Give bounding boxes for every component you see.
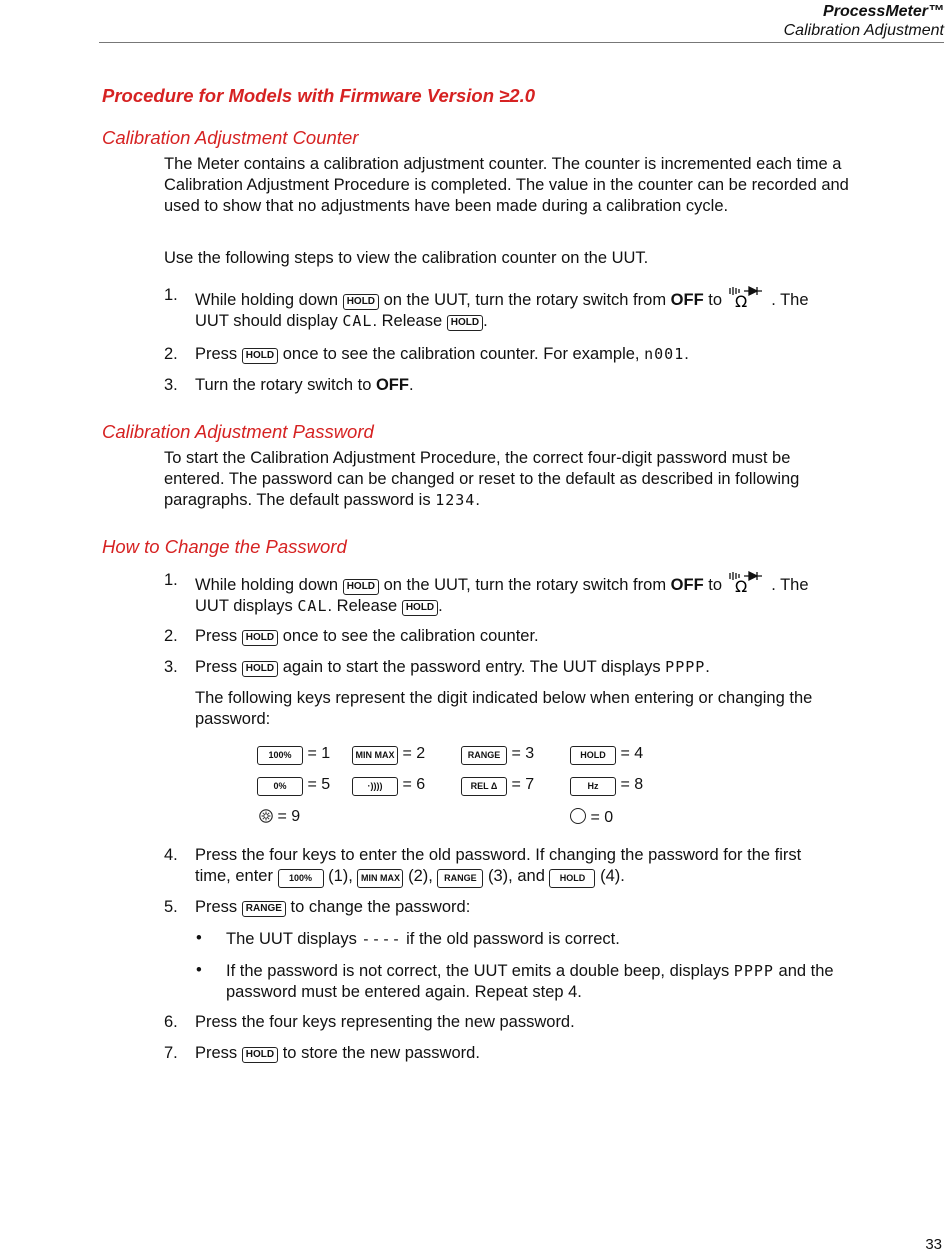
- counter-paragraph: The Meter contains a calibration adjustment counter. The counter is incremented each time a Calibration Adjustment Procedure is completed. The value in the counter can be recorded and used to show that no adjustments have been made during a calibration cycle.: [164, 155, 849, 215]
- key-map-beeper: ·)))) = 6: [352, 776, 425, 796]
- dash-display: ----: [361, 930, 402, 948]
- key-minmax-icon: MIN MAX: [352, 746, 398, 765]
- key-mapping-note: The following keys represent the digit indicated below when entering or changing the password:: [195, 689, 813, 728]
- pppp-display: PPPP: [665, 658, 706, 676]
- default-password-display: 1234: [435, 491, 476, 509]
- pppp-display: PPPP: [733, 962, 774, 980]
- hold-key-icon: HOLD: [447, 315, 483, 331]
- key-hold-icon: HOLD: [570, 746, 616, 765]
- key-map-range: RANGE = 3: [461, 745, 534, 765]
- key-map-backlight: = 9: [259, 808, 300, 826]
- change-heading: How to Change the Password: [102, 536, 347, 557]
- counter-intro: Use the following steps to view the calibration counter on the UUT.: [164, 249, 649, 267]
- key-beeper-icon: ·)))): [352, 777, 398, 796]
- header-rule: [99, 42, 944, 43]
- section-name: Calibration Adjustment: [783, 22, 944, 39]
- key-0pct-icon: 0%: [257, 777, 303, 796]
- key-range-icon: RANGE: [461, 746, 507, 765]
- cal-display: CAL: [342, 312, 373, 330]
- key-map-rel: REL Δ = 7: [461, 776, 534, 796]
- hold-key-icon: HOLD: [343, 294, 379, 310]
- hold-key-icon: HOLD: [242, 630, 278, 646]
- password-paragraph: To start the Calibration Adjustment Procedure, the correct four-digit password must be entered. The password can be changed or reset to the default as described in following paragraphs. The default password is 1234.: [164, 449, 800, 509]
- range-key-icon: RANGE: [242, 901, 286, 917]
- svg-text:Ω: Ω: [734, 292, 747, 309]
- backlight-icon: [259, 809, 273, 823]
- key-map-100: 100% = 1: [257, 745, 330, 765]
- password-heading: Calibration Adjustment Password: [102, 421, 374, 442]
- hold-key-icon: HOLD: [402, 600, 438, 616]
- page-header: [784, 2, 944, 40]
- key-map-hz: Hz = 8: [570, 776, 643, 796]
- key-map-hold: HOLD = 4: [570, 745, 643, 765]
- hold-key-icon: HOLD: [343, 579, 379, 595]
- ohms-diode-icon: [727, 570, 767, 592]
- key-100-icon: 100%: [278, 869, 324, 888]
- ohms-diode-icon: [727, 285, 767, 307]
- page-title: Procedure for Models with Firmware Version ≥2.0: [102, 85, 536, 106]
- key-minmax-icon: MIN MAX: [357, 869, 403, 888]
- counter-example-display: n001: [644, 345, 685, 363]
- key-rel-icon: REL Δ: [461, 777, 507, 796]
- svg-text:Ω: Ω: [734, 577, 747, 594]
- hold-key-icon: HOLD: [242, 1047, 278, 1063]
- key-hz-icon: Hz: [570, 777, 616, 796]
- product-name: ProcessMeter™: [823, 3, 944, 20]
- cal-display: CAL: [297, 597, 328, 615]
- key-100-icon: 100%: [257, 746, 303, 765]
- key-range-icon: RANGE: [437, 869, 483, 888]
- key-map-power: = 0: [570, 808, 613, 827]
- counter-heading: Calibration Adjustment Counter: [102, 127, 359, 148]
- circle-button-icon: [570, 808, 586, 824]
- key-map-0pct: 0% = 5: [257, 776, 330, 796]
- hold-key-icon: HOLD: [242, 661, 278, 677]
- key-map-minmax: MIN MAX = 2: [352, 745, 425, 765]
- page-number: 33: [925, 1236, 942, 1253]
- key-hold-icon: HOLD: [549, 869, 595, 888]
- hold-key-icon: HOLD: [242, 348, 278, 364]
